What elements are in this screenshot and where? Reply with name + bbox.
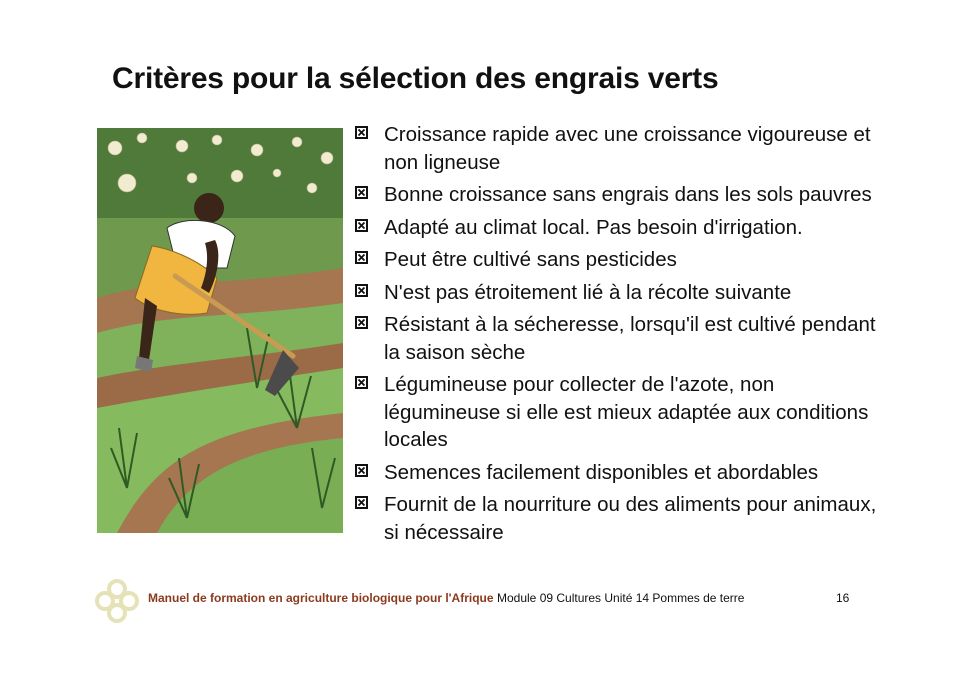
checked-box-icon — [355, 284, 368, 297]
organic-knot-logo-icon — [94, 578, 140, 624]
list-item — [355, 491, 885, 546]
list-item — [355, 459, 885, 487]
criterion-text: Adapté au climat local. Pas besoin d'irrigation. — [384, 215, 803, 239]
list-item — [355, 246, 885, 274]
checked-box-icon — [355, 126, 368, 139]
checked-box-icon — [355, 496, 368, 509]
page-number: 16 — [836, 591, 850, 605]
footer-module-label: Module 09 Cultures Unité 14 Pommes de terre — [497, 591, 745, 605]
criterion-text: Peut être cultivé sans pesticides — [384, 248, 677, 271]
list-item — [355, 181, 885, 209]
checked-box-icon — [355, 376, 368, 389]
slide-title: Critères pour la sélection des engrais verts — [112, 62, 719, 95]
criterion-text: Légumineuse pour collecter de l'azote, non légumineuse si elle est mieux adaptée aux conditions locales — [384, 373, 869, 451]
criterion-text: Semences facilement disponibles et abordables — [384, 460, 819, 484]
criterion-text: Croissance rapide avec une croissance vigoureuse et non ligneuse — [384, 123, 871, 174]
criterion-text: Bonne croissance sans engrais dans les sols pauvres — [384, 183, 872, 206]
checked-box-icon — [355, 186, 368, 199]
checked-box-icon — [355, 316, 368, 329]
criterion-text: N'est pas étroitement lié à la récolte suivante — [384, 280, 792, 304]
checked-box-icon — [355, 251, 368, 264]
checked-box-icon — [355, 219, 368, 232]
list-item — [355, 371, 885, 454]
woman-hoeing-garden-illustration — [97, 128, 343, 533]
list-item — [355, 214, 885, 242]
criteria-list — [355, 121, 885, 551]
footer-manual-title: Manuel de formation en agriculture biologique pour l'Afrique — [148, 591, 494, 605]
criterion-text: Résistant à la sécheresse, lorsqu'il est cultivé pendant la saison sèche — [384, 313, 876, 364]
list-item — [355, 279, 885, 307]
list-item — [355, 311, 885, 366]
list-item — [355, 121, 885, 176]
criterion-text: Fournit de la nourriture ou des aliments pour animaux, si nécessaire — [384, 493, 877, 544]
checked-box-icon — [355, 464, 368, 477]
